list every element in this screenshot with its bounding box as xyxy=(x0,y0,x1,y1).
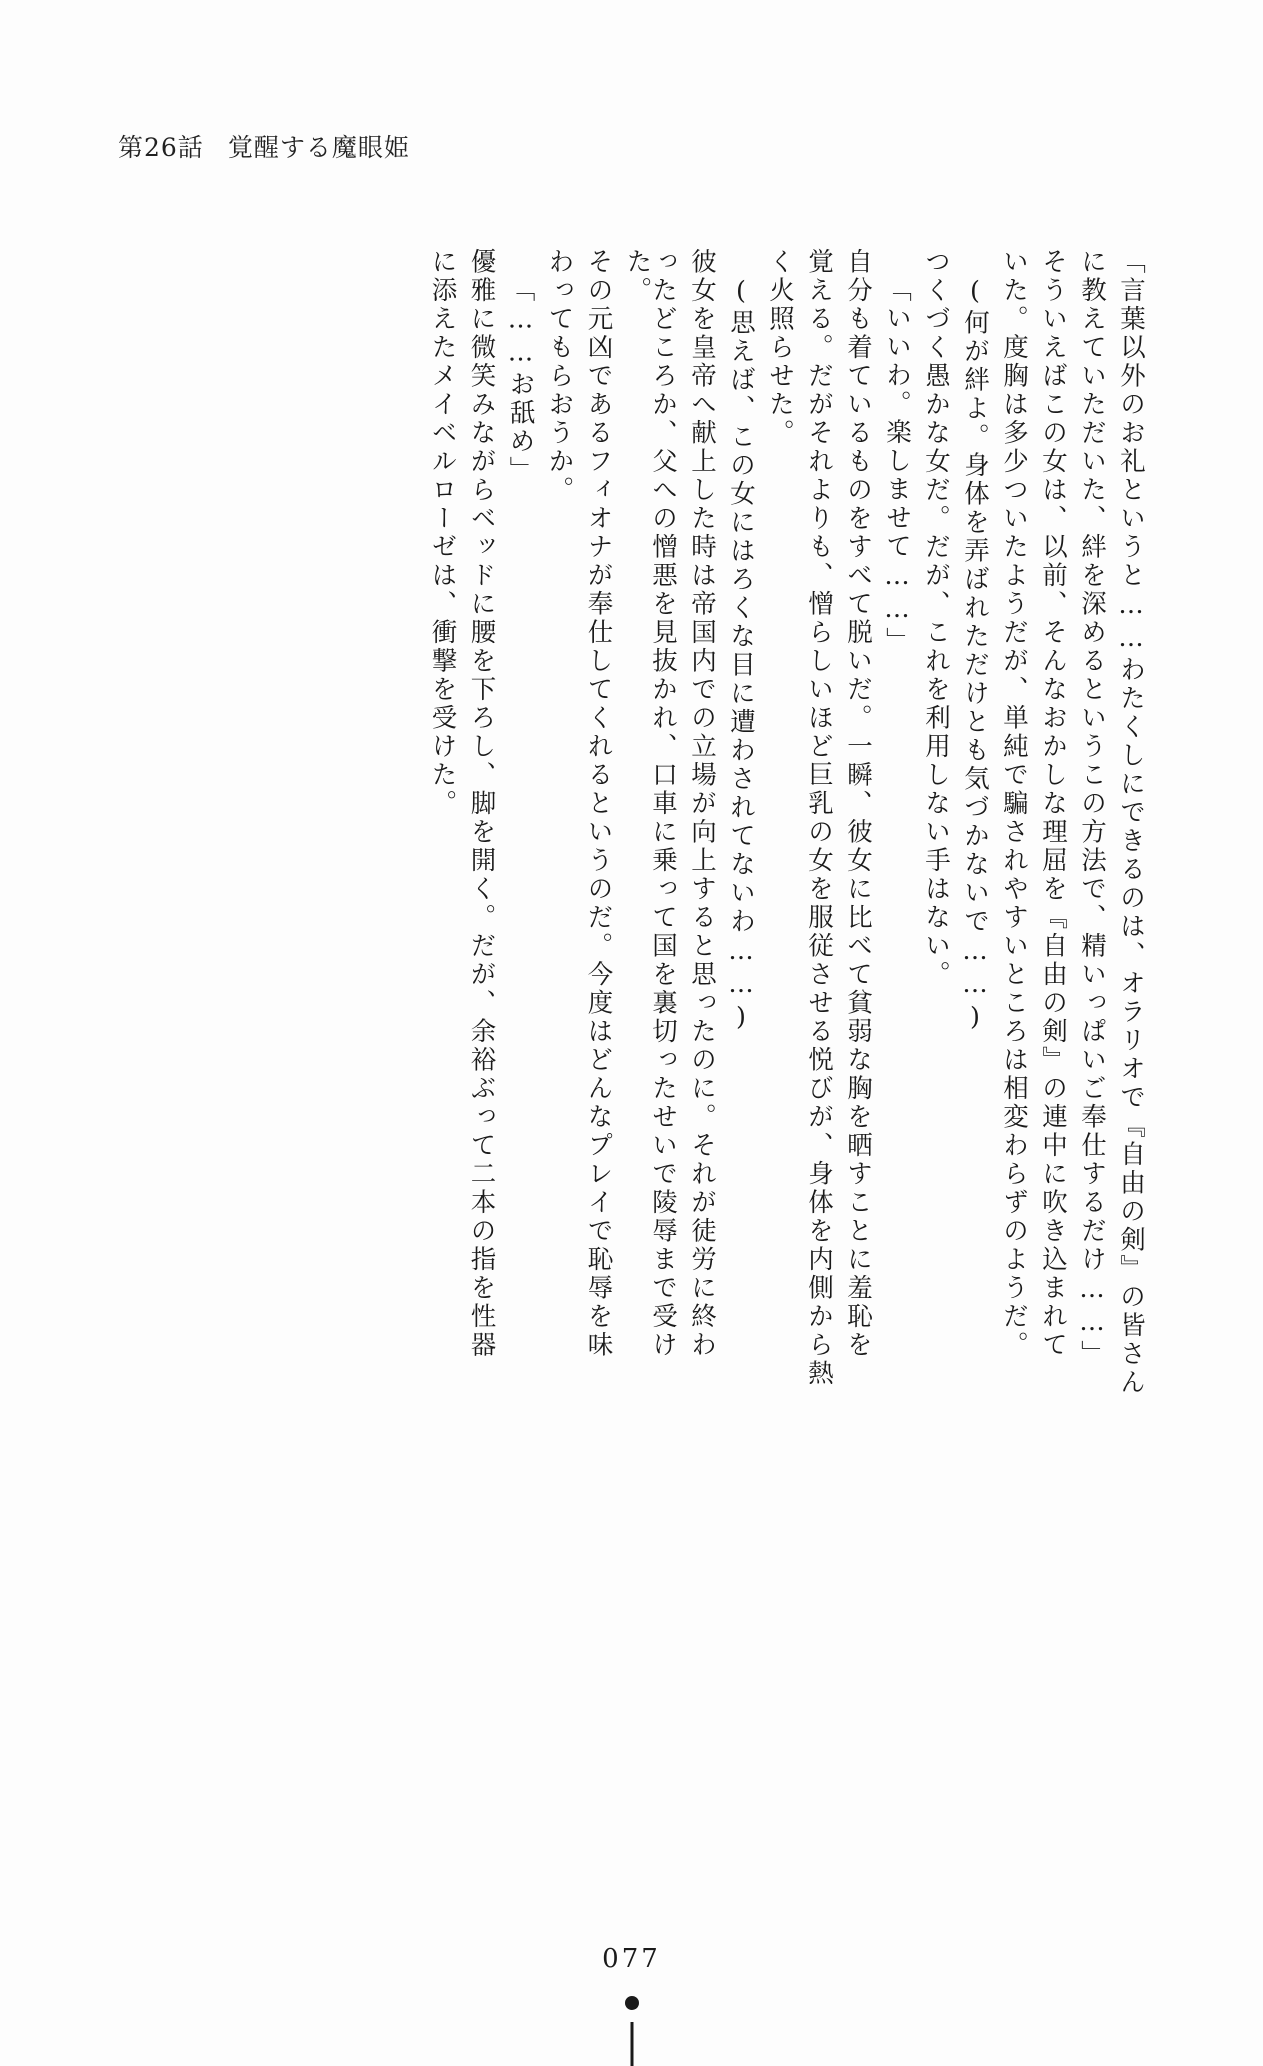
text-column: わってもらおうか。 xyxy=(544,248,575,505)
text-column: に添えたメイベルローゼは、衝撃を受けた。 xyxy=(427,248,458,818)
text-column: 「……お舐め」 xyxy=(505,276,536,485)
page-number: 077 xyxy=(602,1944,661,1974)
body-text xyxy=(113,248,1146,1408)
text-column: 「いいわ。楽しませて……」 xyxy=(882,276,912,656)
text-column: 彼女を皇帝へ献上した時は帝国内での立場が向上すると思ったのに。それが徒労に終わ xyxy=(687,248,717,1360)
text-column: (何が絆よ。身体を弄ばれただけとも気づかないで……) xyxy=(960,276,990,1035)
text-column: 「言葉以外のお礼というと……わたくしにできるのは、オラリオで『自由の剣』の皆さん xyxy=(1116,248,1146,1397)
text-column: 優雅に微笑みながらベッドに腰を下ろし、脚を開く。だが、余裕ぶって二本の指を性器 xyxy=(466,248,497,1360)
text-column: つくづく愚かな女だ。だが、これを利用しない手はない。 xyxy=(921,248,951,989)
running-header xyxy=(118,128,410,164)
text-column: に教えていただいた、絆を深めるというこの方法で、精いっぱいご奉仕するだけ……」 xyxy=(1077,248,1107,1369)
chapter-title: 覚醒する魔眼姫 xyxy=(227,133,410,162)
text-column: ったどころか、父への憎悪を見抜かれ、口車に乗って国を裏切ったせいで陵辱まで受けた。 xyxy=(622,248,678,1360)
text-column: 自分も着ているものをすべて脱いだ。一瞬、彼女に比べて貧弱な胸を晒すことに羞恥を xyxy=(843,248,873,1360)
text-column: その元凶であるフィオナが奉仕してくれるというのだ。今度はどんなプレイで恥辱を味 xyxy=(583,248,614,1360)
text-column: (思えば、この女にはろくな目に遭わされてないわ……) xyxy=(726,276,756,1035)
text-column: 覚える。だがそれよりも、憎らしいほど巨乳の女を服従させる悦びが、身体を内側から熱 xyxy=(804,248,834,1388)
text-column: く火照らせた。 xyxy=(765,248,795,448)
footer-line-ornament xyxy=(630,2022,633,2066)
footer-dot-ornament xyxy=(625,1996,639,2010)
text-column: そういえばこの女は、以前、そんなおかしな理屈を『自由の剣』の連中に吹き込まれて xyxy=(1038,248,1068,1360)
chapter-number: 第26話 xyxy=(118,133,204,162)
text-column: いた。度胸は多少ついたようだが、単純で騙されやすいところは相変わらずのようだ。 xyxy=(999,248,1029,1360)
